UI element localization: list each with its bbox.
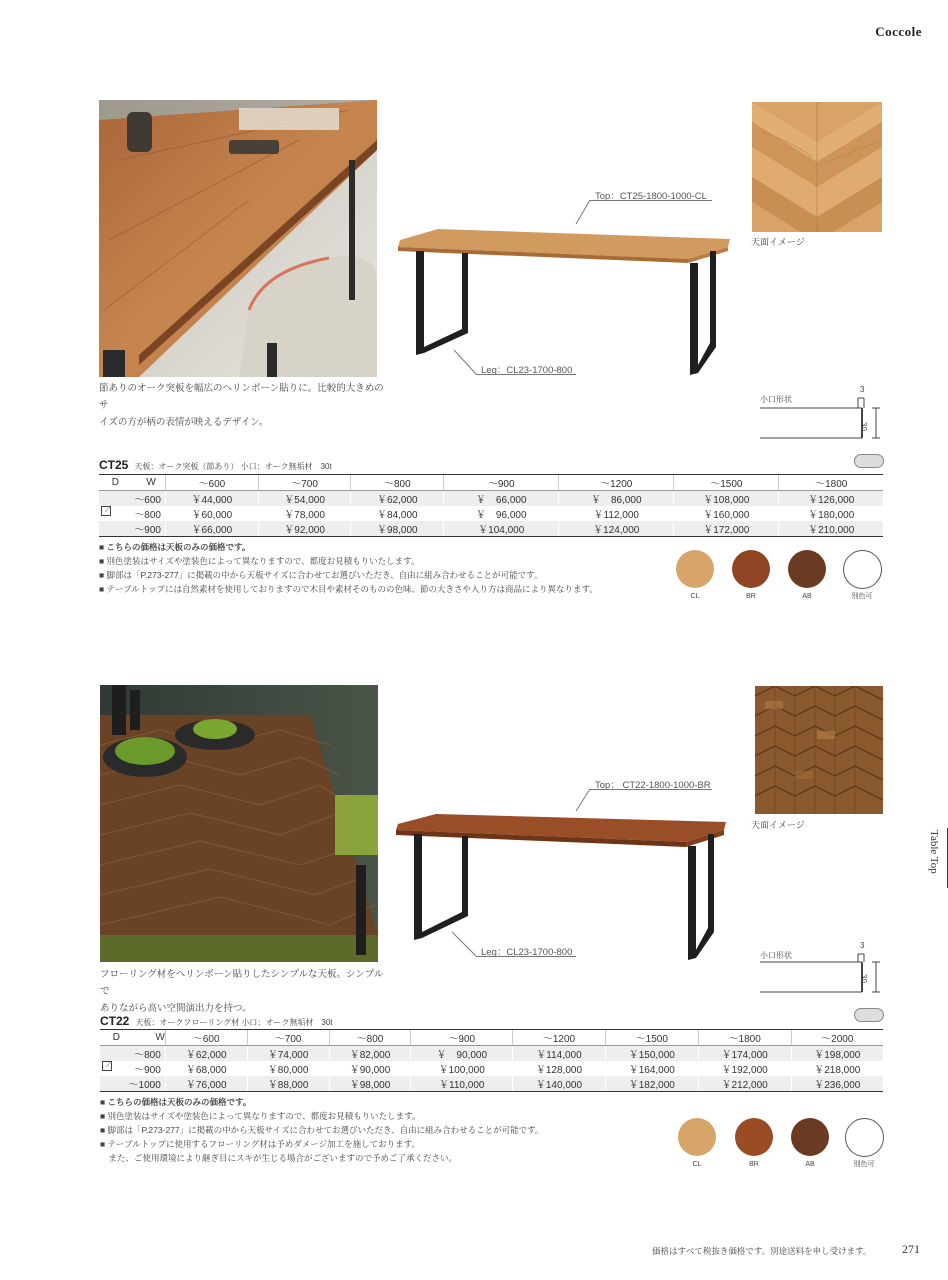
product-spec: 天板：オークフローリング材 小口：オーク無垢材 30t [135, 1018, 333, 1027]
price-cell: ￥92,000 [258, 521, 351, 537]
top-surface-image-ct25 [752, 102, 882, 232]
price-cell: ￥212,000 [698, 1076, 791, 1092]
row-header-label: ～900 [134, 1065, 161, 1076]
table-lens-icon [854, 1008, 884, 1022]
col-header: ～1800 [698, 1030, 791, 1046]
price-cell: ￥ 96,000 [444, 506, 559, 521]
edge-profile-side-dim: 30 [859, 974, 868, 983]
color-options-ct25 [676, 550, 886, 610]
col-header: ～2000 [791, 1030, 883, 1046]
color-swatch-cl [678, 1118, 716, 1156]
price-cell: ￥114,000 [513, 1046, 606, 1062]
note-line: ■ テーブルトップに使用するフローリング材は予めダメージ加工を施しております。 [100, 1139, 420, 1149]
leg-callout-line [476, 374, 576, 375]
note-line: ■ 別色塗装はサイズや塗装色によって異なりますので、都度お見積もりいたします。 [100, 1111, 421, 1121]
row-header: ～900 [99, 521, 166, 537]
col-header: ～700 [247, 1030, 329, 1046]
price-cell: ￥182,000 [605, 1076, 698, 1092]
color-label: CL [690, 593, 700, 600]
price-cell: ￥88,000 [247, 1076, 329, 1092]
color-label: BR [746, 593, 756, 600]
diagonal-cell-icon: ⟋ [101, 506, 111, 516]
price-cell: ￥126,000 [779, 491, 883, 507]
color-swatch-custom [843, 550, 882, 589]
price-cell: ￥76,000 [165, 1076, 247, 1092]
color-label: 別色可 [851, 593, 873, 600]
lifestyle-photo-ct22 [100, 685, 378, 962]
col-header: ～700 [258, 475, 351, 491]
price-cell: ￥82,000 [329, 1046, 411, 1062]
price-cell: ￥ 66,000 [444, 491, 559, 507]
description-line: フローリング材をヘリンボーン貼りしたシンプルな天板。シンプルで [100, 969, 384, 997]
price-cell: ￥108,000 [674, 491, 779, 507]
price-cell: ￥140,000 [513, 1076, 606, 1092]
color-label: CL [692, 1161, 702, 1168]
note-line: ■ 別色塗装はサイズや塗装色によって異なりますので、都度お見積もりいたします。 [99, 556, 420, 566]
col-header: ～600 [165, 1030, 247, 1046]
price-cell: ￥210,000 [779, 521, 883, 537]
note-line: また、ご使用環境により継ぎ目にスキが生じる場合がございますので予めご了承ください。 [100, 1153, 458, 1163]
price-cell: ￥160,000 [674, 506, 779, 521]
price-cell: ￥198,000 [791, 1046, 883, 1062]
color-swatch-br [735, 1118, 773, 1156]
depth-header: D [111, 477, 119, 488]
leg-callout-line [476, 956, 576, 957]
color-label: 別色可 [853, 1161, 875, 1168]
price-cell: ￥62,000 [165, 1046, 247, 1062]
color-swatch-custom [845, 1118, 884, 1157]
price-cell: ￥192,000 [698, 1061, 791, 1076]
price-cell: ￥ 90,000 [411, 1046, 513, 1062]
price-cell: ￥174,000 [698, 1046, 791, 1062]
row-header: ～600 [99, 491, 166, 507]
price-cell: ￥110,000 [411, 1076, 513, 1092]
row-header [99, 506, 166, 521]
leg-callout-leader [450, 930, 478, 958]
table-row [99, 491, 883, 507]
price-table-ct25 [99, 474, 883, 537]
note-line: ■ 脚部は「P.273-277」に掲載の中から天板サイズに合わせてお選びいただき、自由に組み合わせることが可能です。 [100, 1125, 544, 1135]
price-cell: ￥78,000 [258, 506, 351, 521]
width-header: W [155, 1032, 165, 1043]
row-header [100, 1061, 165, 1076]
footer-tax-note: 価格はすべて税抜き価格です。別途送料を申し受けます。 [652, 1246, 872, 1256]
col-header: ～900 [411, 1030, 513, 1046]
product-code: CT22 [100, 1014, 130, 1028]
price-cell: ￥54,000 [258, 491, 351, 507]
price-table-ct22 [100, 1029, 883, 1092]
side-tab-label: Table Top [928, 830, 940, 874]
color-swatch-ab [791, 1118, 829, 1156]
col-header: ～800 [351, 475, 444, 491]
top-callout-leader [574, 200, 594, 226]
price-cell: ￥60,000 [166, 506, 259, 521]
price-cell: ￥180,000 [779, 506, 883, 521]
color-swatch-ab [788, 550, 826, 588]
description-ct22 [100, 966, 390, 1017]
note-line: ■ こちらの価格は天板のみの価格です。 [100, 1097, 252, 1107]
edge-profile-top-dim: 3 [860, 941, 865, 950]
diagonal-cell-icon: ⟋ [102, 1061, 112, 1071]
col-header: ～900 [444, 475, 559, 491]
edge-profile-label-ct25: 小口形状 [760, 395, 792, 404]
product-title-ct25 [99, 458, 332, 472]
price-cell: ￥98,000 [351, 521, 444, 537]
col-header: ～1200 [559, 475, 674, 491]
price-cell: ￥90,000 [329, 1061, 411, 1076]
col-header: ～1500 [674, 475, 779, 491]
product-spec: 天板：オーク突板（節あり） 小口：オーク無垢材 30t [134, 462, 332, 471]
top-callout-ct22: Top： CT22-1800-1000-BR [595, 780, 711, 791]
note-line: ■ テーブルトップには自然素材を使用しておりますので木目や素材そのものの色味、節の大きさや入り方は商品により異なります。 [99, 584, 598, 594]
notes-ct22 [100, 1095, 670, 1165]
price-cell: ￥128,000 [513, 1061, 606, 1076]
col-header: ～800 [329, 1030, 411, 1046]
row-header-label: ～800 [134, 510, 161, 521]
top-surface-image-ct22 [755, 686, 883, 814]
notes-ct25 [99, 540, 669, 596]
price-cell: ￥100,000 [411, 1061, 513, 1076]
edge-profile-drawing-ct22 [760, 950, 885, 996]
product-title-ct22 [100, 1014, 333, 1028]
description-line: ありながら高い空間演出力を持つ。 [100, 1003, 252, 1014]
color-label: BR [749, 1161, 759, 1168]
row-header: ～1000 [100, 1076, 165, 1092]
top-image-caption-ct22: 天面イメージ [751, 820, 805, 830]
leg-callout-ct25: Leg：CL23-1700-800 [481, 365, 573, 376]
col-header: ～1500 [605, 1030, 698, 1046]
price-cell: ￥218,000 [791, 1061, 883, 1076]
top-image-caption-ct25: 天面イメージ [751, 237, 805, 247]
top-callout-line [590, 789, 712, 790]
note-line: ■ 脚部は「P.273-277」に掲載の中から天板サイズに合わせてお選びいただき、自由に組み合わせることが可能です。 [99, 570, 543, 580]
color-swatch-br [732, 550, 770, 588]
price-cell: ￥124,000 [559, 521, 674, 537]
price-cell: ￥68,000 [165, 1061, 247, 1076]
row-header: ～800 [100, 1046, 165, 1062]
product-code: CT25 [99, 458, 129, 472]
price-cell: ￥66,000 [166, 521, 259, 537]
brand-name: Coccole [875, 24, 922, 39]
leg-callout-leader [452, 348, 478, 376]
lifestyle-photo-ct25 [99, 100, 377, 377]
edge-profile-drawing-ct25 [760, 394, 885, 442]
top-callout-line [590, 200, 712, 201]
description-line: イズの方が柄の表情が映えるデザイン。 [99, 417, 269, 428]
description-line: 節ありのオーク突板を幅広のヘリンボーン貼りに。比較的大きめのサ [99, 383, 384, 411]
price-cell: ￥84,000 [351, 506, 444, 521]
price-cell: ￥104,000 [444, 521, 559, 537]
price-cell: ￥80,000 [247, 1061, 329, 1076]
price-cell: ￥98,000 [329, 1076, 411, 1092]
table-row [100, 1076, 883, 1092]
price-cell: ￥112,000 [559, 506, 674, 521]
table-lens-icon [854, 454, 884, 468]
color-options-ct22 [678, 1118, 888, 1178]
color-label: AB [802, 593, 812, 600]
page-number: 271 [902, 1242, 920, 1256]
depth-header: D [112, 1032, 120, 1043]
col-header: ～1200 [513, 1030, 606, 1046]
note-line: ■ こちらの価格は天板のみの価格です。 [99, 542, 251, 552]
edge-profile-top-dim: 3 [860, 385, 865, 394]
table-row [100, 1046, 883, 1062]
edge-profile-label-ct22: 小口形状 [760, 951, 792, 960]
price-cell: ￥ 86,000 [559, 491, 674, 507]
price-cell: ￥74,000 [247, 1046, 329, 1062]
top-callout-leader [574, 789, 594, 813]
table-render-ct25 [398, 225, 733, 385]
price-cell: ￥172,000 [674, 521, 779, 537]
price-cell: ￥150,000 [605, 1046, 698, 1062]
table-corner [99, 475, 166, 491]
top-callout-ct25: Top：CT25-1800-1000-CL [595, 191, 707, 202]
color-label: AB [805, 1161, 815, 1168]
price-cell: ￥164,000 [605, 1061, 698, 1076]
edge-profile-side-dim: 30 [859, 422, 868, 431]
description-ct25 [99, 380, 389, 431]
table-render-ct22 [396, 810, 731, 965]
leg-callout-ct22: Leg：CL23-1700-800 [481, 947, 573, 958]
width-header: W [146, 477, 156, 488]
price-cell: ￥236,000 [791, 1076, 883, 1092]
col-header: ～600 [166, 475, 259, 491]
table-row [99, 521, 883, 537]
table-row [99, 506, 883, 521]
table-corner [100, 1030, 165, 1046]
price-cell: ￥62,000 [351, 491, 444, 507]
table-row [100, 1061, 883, 1076]
price-cell: ￥44,000 [166, 491, 259, 507]
color-swatch-cl [676, 550, 714, 588]
col-header: ～1800 [779, 475, 883, 491]
